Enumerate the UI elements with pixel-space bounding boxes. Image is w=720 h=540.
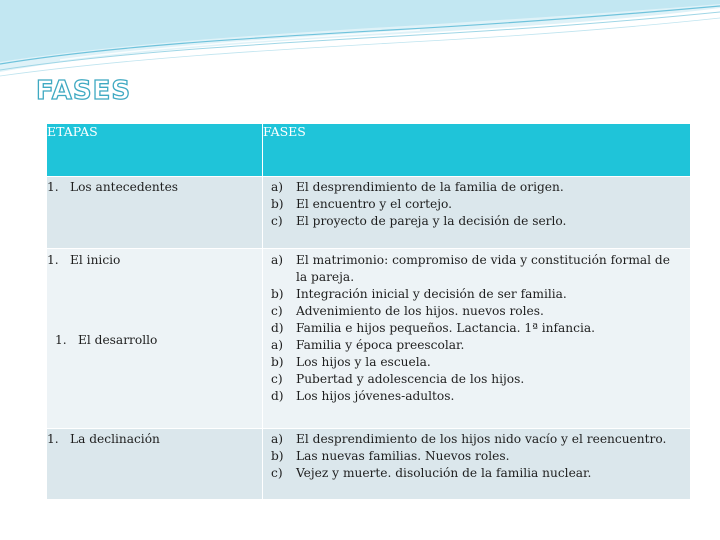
item-marker: d) [271,321,284,335]
item-text: El desprendimiento de los hijos nido vacío y el reencuentro. [296,432,667,446]
item-marker: a) [271,253,284,267]
item-marker: b) [271,197,284,211]
stage-label: El inicio [70,253,121,267]
page-title: FASES [36,76,132,106]
list-item [263,431,690,448]
stage-cell [47,429,263,500]
stage-cell [47,177,263,249]
stage-number: 1. [47,432,59,446]
item-marker: c) [271,304,283,318]
list-item [263,179,690,196]
phases-cell [263,177,691,249]
phase-list [263,252,690,405]
item-text: El proyecto de pareja y la decisión de serlo. [296,214,567,228]
phases-table [46,123,691,500]
list-item [263,213,690,230]
stage-number: 1. [47,180,59,194]
item-marker: b) [271,449,284,463]
list-item [263,354,690,371]
header-etapas: ETAPAS [47,124,263,177]
item-marker: b) [271,355,284,369]
table-row [47,177,691,249]
item-text: Los hijos y la escuela. [296,355,431,369]
stage-number: 1. [47,253,59,267]
phase-list [263,179,690,230]
item-marker: c) [271,214,283,228]
list-item [263,196,690,213]
item-text: Integración inicial y decisión de ser familia. [296,287,567,301]
stage-label: Los antecedentes [70,180,179,194]
stage-item [47,431,262,447]
item-text: El matrimonio: compromiso de vida y constitución formal de la pareja. [296,253,670,284]
item-text: Vejez y muerte. disolución de la familia nuclear. [296,466,592,480]
table-header-row [47,124,691,177]
stage-item [55,332,157,348]
table-row [47,429,691,500]
item-text: Familia y época preescolar. [296,338,465,352]
item-marker: a) [271,338,284,352]
item-marker: a) [271,432,284,446]
stage-cell [47,249,263,429]
item-marker: c) [271,372,283,386]
item-text: Familia e hijos pequeños. Lactancia. 1ª infancia. [296,321,596,335]
phase-list [263,431,690,482]
list-item [263,286,690,303]
table-row [47,249,691,429]
item-text: El desprendimiento de la familia de origen. [296,180,564,194]
stage-label: El desarrollo [78,333,158,347]
item-marker: c) [271,466,283,480]
stage-item [47,179,262,195]
list-item [263,303,690,320]
item-marker: b) [271,287,284,301]
phases-cell [263,249,691,429]
stage-number: 1. [55,333,67,347]
phases-cell [263,429,691,500]
list-item [263,337,690,354]
item-text: El encuentro y el cortejo. [296,197,453,211]
item-marker: d) [271,389,284,403]
list-item [263,252,690,286]
list-item [263,371,690,388]
item-text: Pubertad y adolescencia de los hijos. [296,372,525,386]
header-fases: FASES [263,124,691,177]
item-text: Advenimiento de los hijos. nuevos roles. [296,304,544,318]
list-item [263,388,690,405]
list-item [263,448,690,465]
stage-item [47,252,262,268]
item-text: Las nuevas familias. Nuevos roles. [296,449,510,463]
item-marker: a) [271,180,284,194]
list-item [263,320,690,337]
item-text: Los hijos jóvenes-adultos. [296,389,455,403]
stage-label: La declinación [70,432,160,446]
list-item [263,465,690,482]
